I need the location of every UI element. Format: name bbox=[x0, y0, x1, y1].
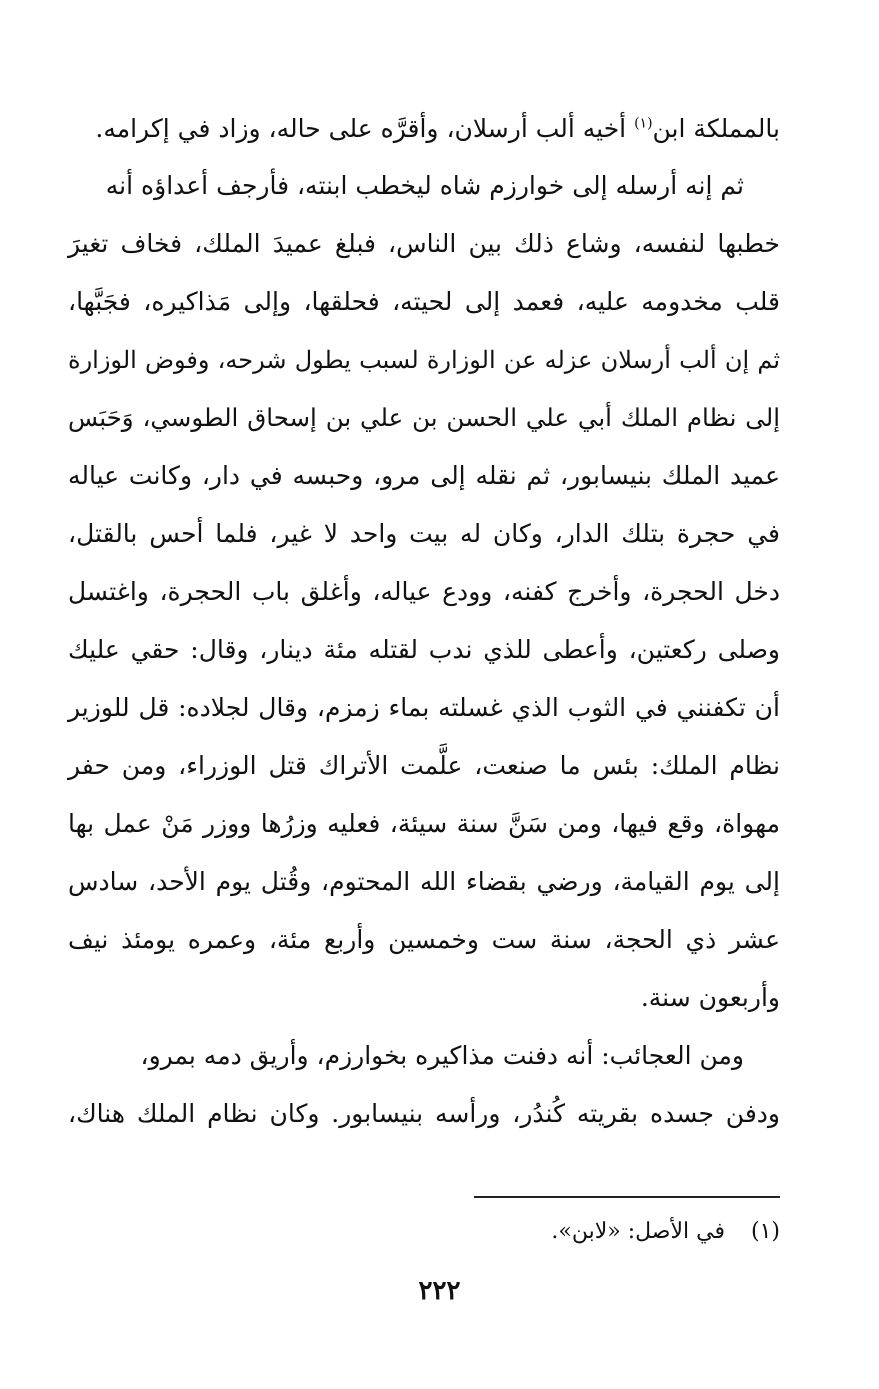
text-line-15: عشر ذي الحجة، سنة ست وخمسين وأربع مئة، وعمره يومئذ نيف bbox=[68, 925, 780, 954]
text-line-16: وأربعون سنة. bbox=[640, 983, 780, 1012]
page-number: ٢٢٢ bbox=[418, 1276, 461, 1306]
text-line-11: أن تكفنني في الثوب الذي غسلته بماء زمزم، وقال لجلاده: قل للوزير bbox=[68, 693, 780, 722]
text-line-1 bbox=[68, 106, 780, 152]
line-text: أخيه ألب أرسلان، وأقرَّه على حاله، وزاد في إكرامه. bbox=[95, 114, 635, 143]
footnote-number: (١) bbox=[750, 1219, 780, 1244]
text-line-18: ودفن جسده بقريته كُندُر، ورأسه بنيسابور. وكان نظام الملك هناك، bbox=[68, 1099, 780, 1128]
footnote bbox=[280, 1214, 780, 1250]
text-line-9: دخل الحجرة، وأخرج كفنه، وودع عياله، وأغلق باب الحجرة، واغتسل bbox=[68, 577, 780, 606]
text-line-7: عميد الملك بنيسابور، ثم نقله إلى مرو، وحبسه في دار، وكانت عياله bbox=[68, 461, 780, 490]
text-line-17: ومن العجائب: أنه دفنت مذاكيره بخوارزم، وأريق دمه بمرو، bbox=[140, 1041, 744, 1070]
text-line-8: في حجرة بتلك الدار، وكان له بيت واحد لا غير، فلما أحس بالقتل، bbox=[68, 519, 780, 548]
text-line-14: إلى يوم القيامة، ورضي بقضاء الله المحتوم، وقُتل يوم الأحد، سادس bbox=[68, 867, 780, 896]
footnote-divider bbox=[474, 1196, 780, 1198]
text-line-2: ثم إنه أرسله إلى خوارزم شاه ليخطب ابنته، فأرجف أعداؤه أنه bbox=[105, 171, 744, 200]
text-line-10: وصلى ركعتين، وأعطى للذي ندب لقتله مئة دينار، وقال: حقي عليك bbox=[68, 635, 780, 664]
text-line-12: نظام الملك: بئس ما صنعت، علَّمت الأتراك قتل الوزراء، ومن حفر bbox=[68, 751, 780, 780]
footnote-text: في الأصل: «لابن». bbox=[551, 1219, 725, 1244]
text-line-5: ثم إن ألب أرسلان عزله عن الوزارة لسبب يطول شرحه، وفوض الوزارة bbox=[68, 346, 780, 374]
footnote-reference: (١) bbox=[634, 115, 653, 132]
text-line-3: خطبها لنفسه، وشاع ذلك بين الناس، فبلغ عميدَ الملك، فخاف تغيرَ bbox=[68, 229, 780, 258]
text-line-4: قلب مخدومه عليه، فعمد إلى لحيته، فحلقها، وإلى مَذاكيره، فجَبَّها، bbox=[68, 287, 780, 316]
text-line-13: مهواة، وقع فيها، ومن سَنَّ سنة سيئة، فعليه وزرُها ووزر مَنْ عمل بها bbox=[68, 809, 780, 838]
text-line-6: إلى نظام الملك أبي علي الحسن بن علي بن إسحاق الطوسي، وَحَبَس bbox=[68, 403, 780, 432]
line-text: بالمملكة ابن bbox=[652, 114, 780, 143]
